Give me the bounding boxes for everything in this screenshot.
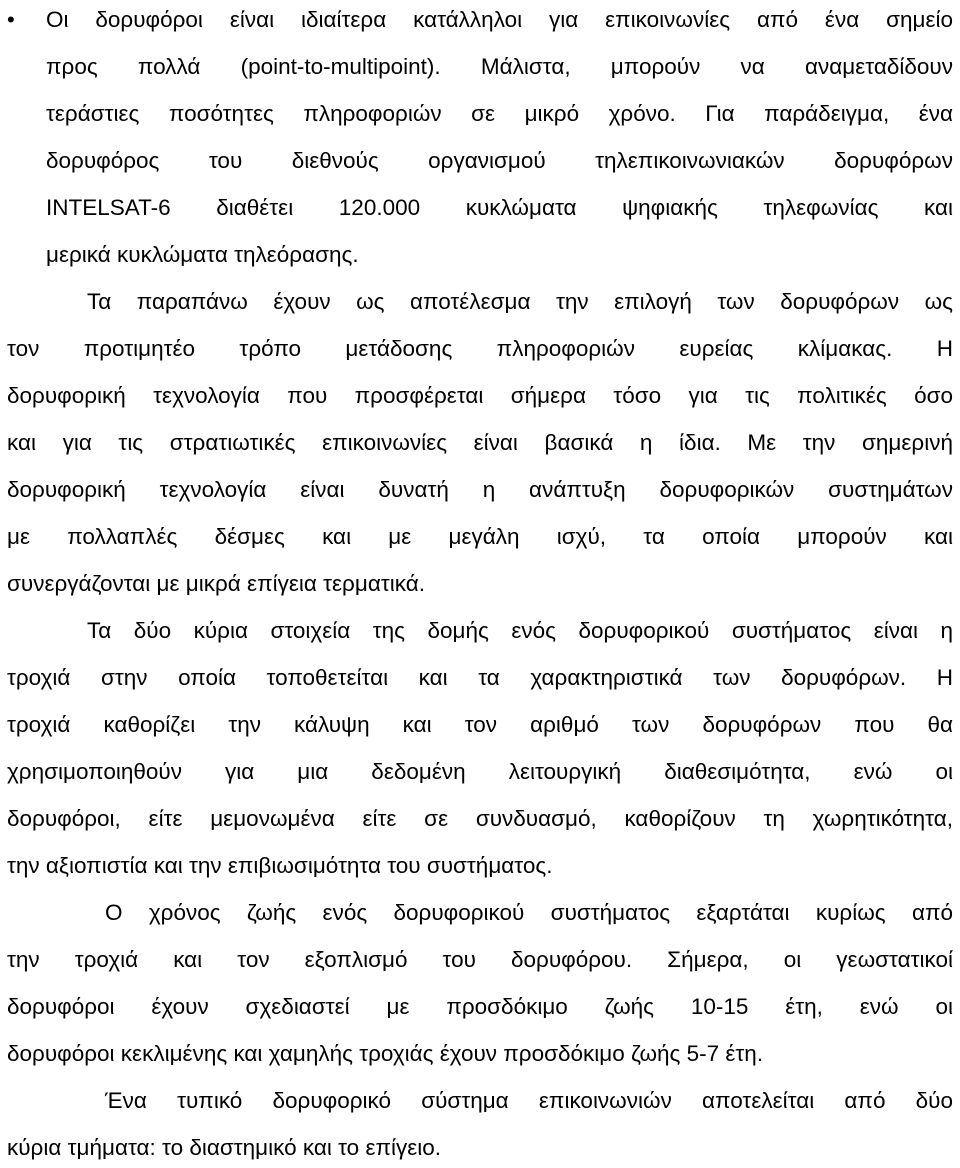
paragraph-line: • Οι δορυφόροι είναι ιδιαίτερα κατάλληλοι για επικοινωνίες από ένα σημείο <box>7 0 953 40</box>
paragraph-line: προς πολλά (point-to-multipoint). Μάλιστα, μπορούν να αναμεταδίδουν <box>46 54 953 79</box>
paragraph-line: τεράστιες ποσότητες πληροφοριών σε μικρό χρόνο. Για παράδειγμα, ένα <box>46 101 953 126</box>
paragraph-line: δορυφόροι έχουν σχεδιαστεί με προσδόκιμο ζωής 10-15 έτη, ενώ οι <box>7 994 953 1019</box>
paragraph-line: κύρια τμήματα: το διαστημικό και το επίγειο. <box>7 1135 442 1160</box>
paragraph-line: δορυφόροι κεκλιμένης και χαμηλής τροχιάς έχουν προσδόκιμο ζωής 5-7 έτη. <box>7 1041 764 1066</box>
paragraph-line: Ο χρόνος ζωής ενός δορυφορικού συστήματος εξαρτάται κυρίως από <box>105 900 953 925</box>
paragraph-line: Τα παραπάνω έχουν ως αποτέλεσμα την επιλογή των δορυφόρων ως <box>87 289 953 314</box>
bullet-icon: • <box>7 7 15 32</box>
paragraph-line: την αξιοπιστία και την επιβιωσιμότητα του συστήματος. <box>7 853 553 878</box>
paragraph-line: δορυφόρος του διεθνούς οργανισμού τηλεπικοινωνιακών δορυφόρων <box>46 148 953 173</box>
paragraph-line: δορυφορική τεχνολογία είναι δυνατή η ανάπτυξη δορυφορικών συστημάτων <box>7 477 953 502</box>
paragraph-line: με πολλαπλές δέσμες και με μεγάλη ισχύ, τα οποία μπορούν και <box>7 524 953 549</box>
paragraph-line: δορυφόροι, είτε μεμονωμένα είτε σε συνδυασμό, καθορίζουν τη χωρητικότητα, <box>7 806 953 831</box>
paragraph-line: τροχιά καθορίζει την κάλυψη και τον αριθμό των δορυφόρων που θα <box>7 712 953 737</box>
paragraph-line: και για τις στρατιωτικές επικοινωνίες είναι βασικά η ίδια. Με την σημερινή <box>7 430 953 455</box>
paragraph-line: μερικά κυκλώματα τηλεόρασης. <box>46 242 359 267</box>
paragraph-line: Ένα τυπικό δορυφορικό σύστημα επικοινωνιών αποτελείται από δύο <box>105 1088 953 1113</box>
paragraph-line: τροχιά στην οποία τοποθετείται και τα χαρακτηριστικά των δορυφόρων. Η <box>7 665 953 690</box>
paragraph-line: συνεργάζονται με μικρά επίγεια τερματικά. <box>7 571 425 596</box>
paragraph-line: INTELSAT-6 διαθέτει 120.000 κυκλώματα ψηφιακής τηλεφωνίας και <box>46 195 953 220</box>
paragraph-line: χρησιμοποιηθούν για μια δεδομένη λειτουργική διαθεσιμότητα, ενώ οι <box>7 759 953 784</box>
paragraph-line: δορυφορική τεχνολογία που προσφέρεται σήμερα τόσο για τις πολιτικές όσο <box>7 383 953 408</box>
paragraph-line: Τα δύο κύρια στοιχεία της δομής ενός δορυφορικού συστήματος είναι η <box>87 618 953 643</box>
paragraph-line: την τροχιά και τον εξοπλισμό του δορυφόρου. Σήμερα, οι γεωστατικοί <box>7 947 953 972</box>
paragraph-line: τον προτιμητέο τρόπο μετάδοσης πληροφοριών ευρείας κλίμακας. Η <box>7 336 953 361</box>
